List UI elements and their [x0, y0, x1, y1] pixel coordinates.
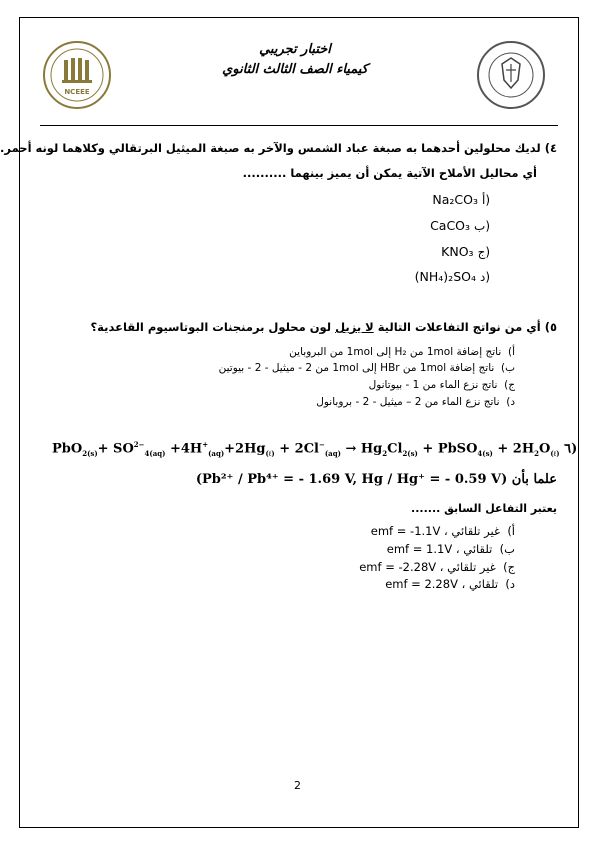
q5-option-c — [369, 379, 515, 391]
q6-option-b-text: تلقائي ، emf = 1.1V — [386, 542, 493, 556]
exam-subtitle: كيمياء الصف الثالث الثانوي — [222, 62, 368, 77]
q5-option-b — [219, 362, 515, 374]
q5-option-d — [316, 396, 515, 408]
q6-option-a-text: غير تلقائي ، emf = -1.1V — [370, 524, 500, 538]
q6-option-d-letter: د) — [505, 577, 515, 591]
q4-option-d-formula: (NH₄)₂SO₄ — [414, 269, 476, 284]
header-divider — [40, 125, 558, 126]
q6-option-a — [371, 524, 515, 538]
q4-option-b-letter: ب) — [474, 219, 490, 233]
q5-stem-underlined: لا يزيل — [335, 320, 374, 334]
q5-option-b-letter: ب) — [501, 362, 515, 374]
q4-option-c — [441, 244, 490, 259]
q4-option-d — [415, 269, 490, 284]
q5-option-d-text: ناتج نزع الماء من 2 – ميثيل - 2 - بروبانول — [316, 396, 500, 408]
svg-text:NCEEE: NCEEE — [64, 88, 90, 96]
q4-option-d-letter: د) — [479, 270, 490, 284]
page-number: 2 — [294, 779, 301, 792]
q5-option-b-text: ناتج إضافة 1mol من HBr إلى 1mol من 2 - ميثيل - 2 - بيوتين — [218, 362, 495, 374]
q5-option-c-letter: ج) — [504, 379, 515, 391]
q5-option-d-letter: د) — [506, 396, 515, 408]
question-6-given — [196, 472, 557, 487]
q5-stem-post: لون محلول برمنجنات البوتاسيوم القاعدية؟ — [90, 320, 336, 334]
q4-option-c-letter: ج) — [477, 245, 490, 259]
q5-option-c-text: ناتج نزع الماء من 1 - بيوتانول — [368, 379, 498, 391]
question-4-stem: ٤) لديك محلولين أحدهما به صبغة عباد الشمس والآخر به صبغة الميثيل البرتقالي وكلاهما لونه أحمر. — [0, 141, 557, 155]
q6-option-c-letter: ج) — [503, 560, 515, 574]
q4-option-a-letter: أ) — [481, 193, 490, 207]
q4-option-a-formula: Na₂CO₃ — [432, 192, 478, 207]
q5-option-a-letter: أ) — [507, 346, 515, 358]
ministry-of-education-logo — [476, 40, 546, 110]
q4-option-a — [432, 192, 490, 207]
q6-option-b — [387, 542, 515, 556]
question-5-stem — [91, 320, 557, 334]
q5-stem-pre: ٥) أي من نواتج التفاعلات التالية — [373, 320, 557, 334]
exam-title: اختبار تجريبي — [259, 42, 331, 57]
question-6-number: ٦) — [564, 441, 578, 457]
q5-option-a — [289, 346, 515, 358]
q6-option-b-letter: ب) — [499, 542, 515, 556]
q6-given-values: (Pb²⁺ / Pb⁴⁺ = - 1.69 V, Hg / Hg⁺ = - 0.59 V) — [195, 472, 508, 487]
q5-option-a-text: ناتج إضافة 1mol من H₂ إلى 1mol من البروباين — [289, 346, 502, 358]
question-4-sub: أي محاليل الأملاح الآتية يمكن أن يميز بينهما .......... — [242, 166, 537, 180]
q4-option-b — [430, 218, 490, 233]
question-6-lead: يعتبر التفاعل السابق ....... — [411, 502, 557, 515]
question-6-equation: $PbO_{2(s)}+ SO^{2-}_{4(aq)} +4H^+_{(aq)}+2Hg_{(\ell)} + 2Cl^-_{(aq)} \to Hg_2Cl_{2(s)}$ + PbSO$_{4(s)}$ + $2H_2O_{(\ell)}$ ٦) — [52, 440, 578, 458]
q6-option-c-text: غير تلقائي ، emf = -2.28V — [359, 560, 496, 574]
nceee-logo — [42, 40, 112, 110]
q4-option-c-formula: KNO₃ — [441, 244, 474, 259]
q6-option-d-text: تلقائي ، emf = 2.28V — [385, 577, 499, 591]
exam-header — [180, 40, 410, 80]
q6-option-d — [385, 577, 515, 591]
q6-option-c — [359, 560, 515, 574]
q6-option-a-letter: أ) — [507, 524, 515, 538]
q4-option-b-formula: CaCO₃ — [430, 218, 471, 233]
page-border — [19, 17, 579, 828]
q6-given-prefix: علما بأن — [511, 472, 557, 487]
